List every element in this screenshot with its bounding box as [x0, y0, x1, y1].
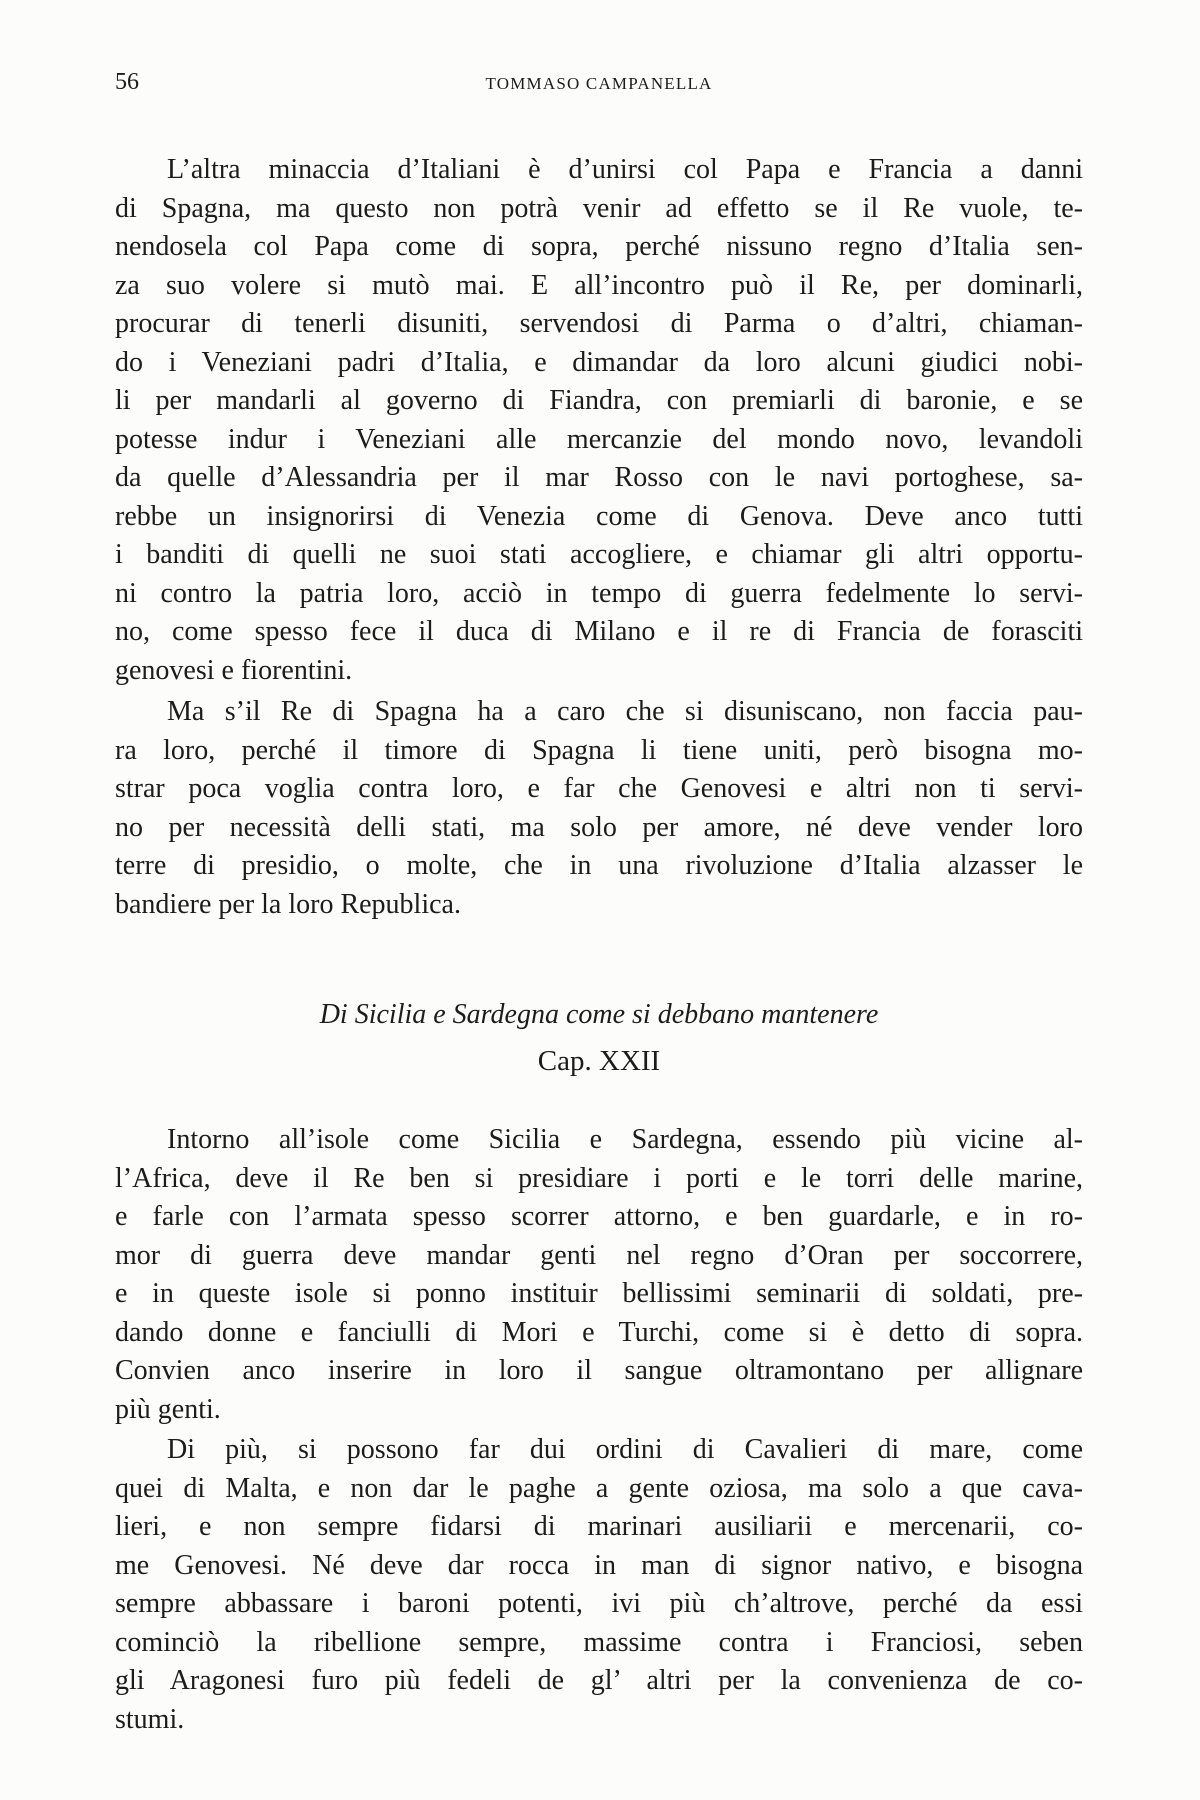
text-line: e farle con l’armata spesso scorrer attorno, e ben guardarle, e in ro- — [115, 1201, 1083, 1232]
text-line: Ma s’il Re di Spagna ha a caro che si disuniscano, non faccia pau- — [167, 696, 1083, 727]
text-line: potesse indur i Veneziani alle mercanzie del mondo novo, levandoli — [115, 423, 1083, 455]
text-line: za suo volere si mutò mai. E all’incontro può il Re, per dominarli, — [115, 269, 1083, 301]
chapter-heading — [115, 996, 1083, 1080]
text-line: bandiere per la loro Republica. — [115, 888, 461, 920]
text-line: rebbe un insignorirsi di Venezia come di Genova. Deve anco tutti — [115, 500, 1083, 532]
text-line: genovesi e fiorentini. — [115, 654, 353, 686]
paragraph — [115, 1121, 1083, 1429]
text-line: i banditi di quelli ne suoi stati accogliere, e chiamar gli altri opportu- — [115, 539, 1083, 570]
text-line: li per mandarli al governo di Fiandra, con premiarli di baronie, e se — [115, 385, 1083, 416]
text-line: sempre abbassare i baroni potenti, ivi più ch’altrove, perché da essi — [115, 1588, 1083, 1619]
running-header: TOMMASO CAMPANELLA — [485, 74, 713, 93]
text-line: terre di presidio, o molte, che in una rivoluzione d’Italia alzasser le — [115, 850, 1083, 881]
text-line: ni contro la patria loro, acciò in tempo di guerra fedelmente lo servi- — [115, 577, 1083, 609]
text-line: no per necessità delli stati, ma solo per amore, né deve vender loro — [115, 811, 1083, 843]
text-line: do i Veneziani padri d’Italia, e dimandar da loro alcuni giudici nobi- — [115, 346, 1083, 378]
text-line: quei di Malta, e non dar le paghe a gente oziosa, ma solo a que cava- — [115, 1472, 1083, 1504]
text-line: Intorno all’isole come Sicilia e Sardegna, essendo più vicine al- — [167, 1124, 1083, 1155]
text-line: L’altra minaccia d’Italiani è d’unirsi col Papa e Francia a danni — [167, 154, 1083, 185]
text-line: strar poca voglia contra loro, e far che Genovesi e altri non ti servi- — [115, 773, 1083, 804]
text-line: e in queste isole si ponno instituir bellissimi seminarii di soldati, pre- — [115, 1278, 1083, 1309]
page-number: 56 — [115, 69, 139, 95]
text-line: Convien anco inserire in loro il sangue oltramontano per allignare — [115, 1355, 1083, 1386]
text-line: stumi. — [115, 1703, 185, 1735]
text-line: dando donne e fanciulli di Mori e Turchi, come si è detto di sopra. — [115, 1316, 1083, 1348]
text-line: l’Africa, deve il Re ben si presidiare i porti e le torri delle marine, — [115, 1162, 1083, 1194]
text-line: gli Aragonesi furo più fedeli de gl’ altri per la convenienza de co- — [115, 1665, 1083, 1696]
text-line: da quelle d’Alessandria per il mar Rosso con le navi portoghese, sa- — [115, 462, 1083, 493]
paragraph — [115, 151, 1083, 690]
text-line: me Genovesi. Né deve dar rocca in man di signor nativo, e bisogna — [115, 1549, 1083, 1581]
text-line: no, come spesso fece il duca di Milano e il re di Francia de forasciti — [115, 616, 1083, 647]
text-line: ra loro, perché il timore di Spagna li tiene uniti, però bisogna mo- — [115, 734, 1083, 766]
chapter-number: Cap. XXII — [537, 1045, 661, 1077]
text-line: cominciò la ribellione sempre, massime contra i Franciosi, seben — [115, 1626, 1083, 1658]
text-line: più genti. — [115, 1393, 221, 1425]
text-line: nendosela col Papa come di sopra, perché nissuno regno d’Italia sen- — [115, 231, 1083, 262]
text-line: di Spagna, ma questo non potrà venir ad effetto se il Re vuole, te- — [115, 192, 1083, 224]
paragraph — [115, 1431, 1083, 1739]
text-line: procurar di tenerli disuniti, servendosi di Parma o d’altri, chiaman- — [115, 308, 1083, 339]
text-line: lieri, e non sempre fidarsi di marinari ausiliarii e mercenarii, co- — [115, 1511, 1083, 1542]
paragraph — [115, 693, 1083, 924]
text-line: Di più, si possono far dui ordini di Cavalieri di mare, come — [167, 1434, 1083, 1465]
text-line: mor di guerra deve mandar genti nel regno d’Oran per soccorrere, — [115, 1239, 1083, 1271]
chapter-title: Di Sicilia e Sardegna come si debbano mantenere — [319, 999, 879, 1030]
